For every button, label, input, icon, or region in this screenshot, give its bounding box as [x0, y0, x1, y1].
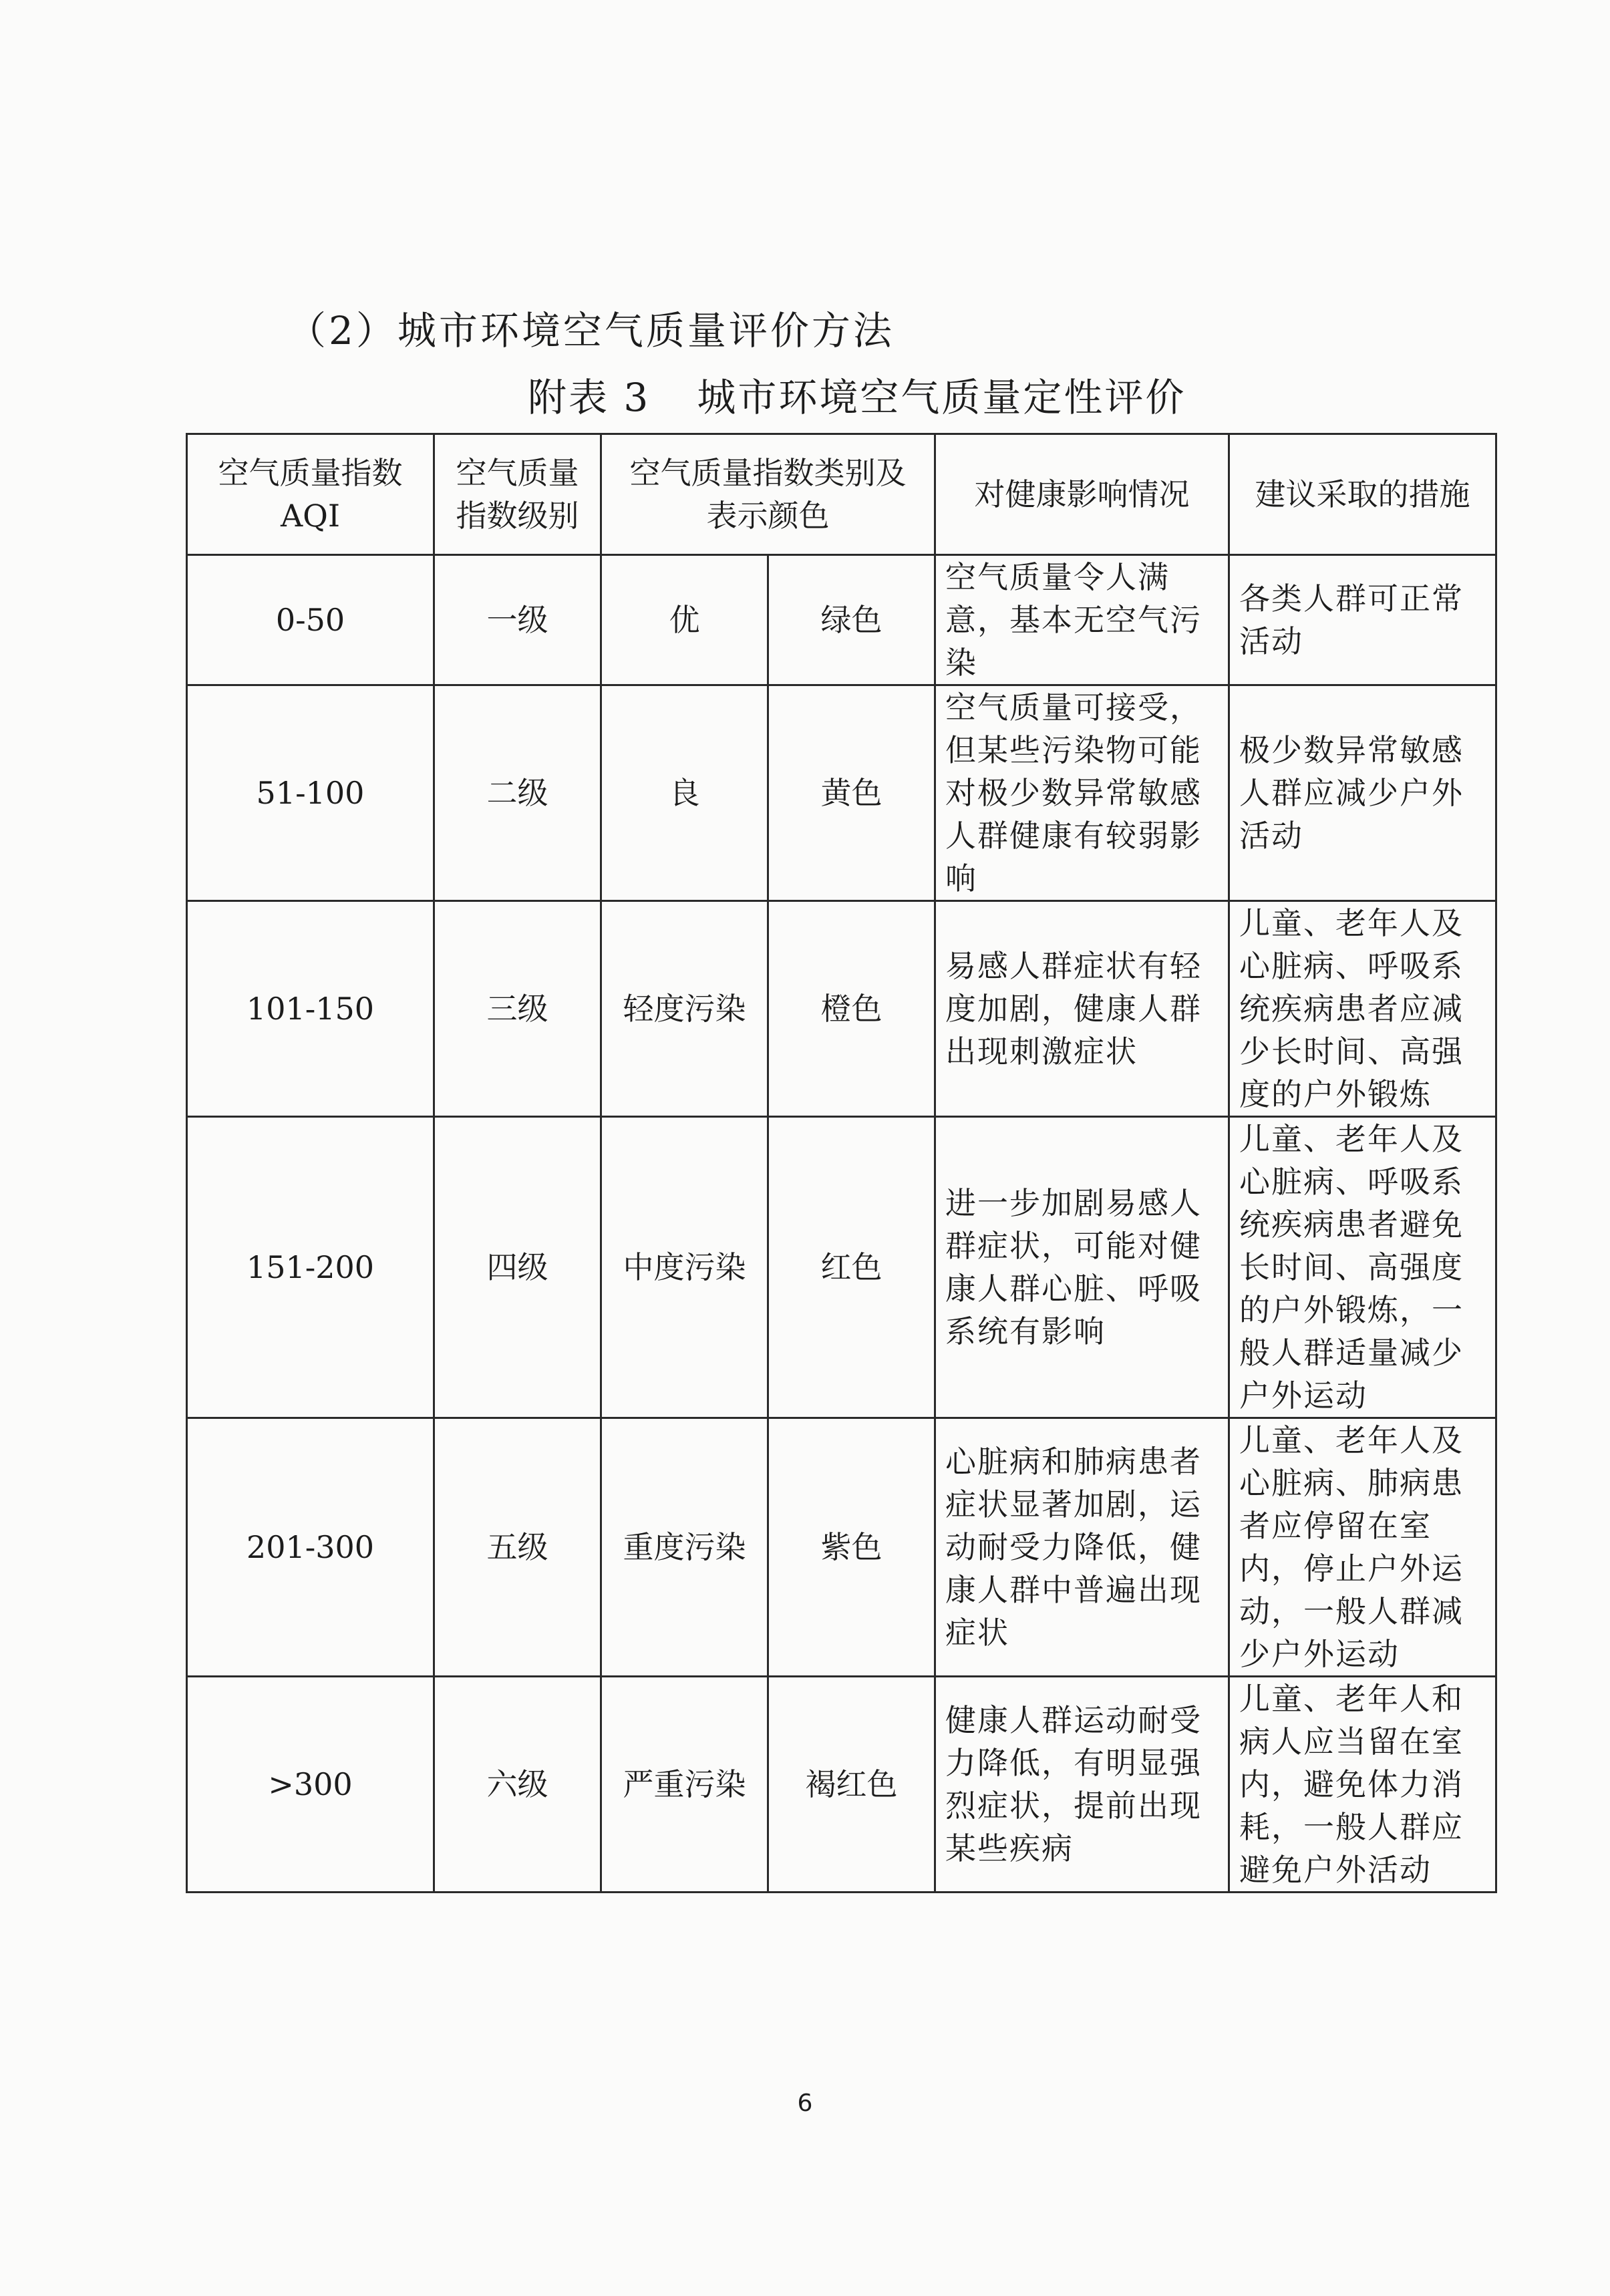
- header-category: [601, 434, 935, 555]
- cell-aqi: 0-50: [187, 555, 434, 685]
- cell-color: 红色: [768, 1117, 935, 1418]
- header-measures: 建议采取的措施: [1229, 434, 1496, 555]
- section-title: （2）城市环境空气质量评价方法: [287, 308, 895, 353]
- header-health: 对健康影响情况: [935, 434, 1229, 555]
- table-row: [187, 555, 1496, 685]
- cell-measures: 儿童、老年人及心脏病、肺病患者应停留在室内，停止户外运动，一般人群减少户外运动: [1229, 1418, 1496, 1677]
- cell-health: 心脏病和肺病患者症状显著加剧，运动耐受力降低，健康人群中普遍出现症状: [935, 1418, 1229, 1677]
- header-aqi-line2: AQI: [280, 498, 341, 534]
- cell-level: 一级: [434, 555, 601, 685]
- cell-category: 重度污染: [601, 1418, 768, 1677]
- table-row: [187, 1418, 1496, 1677]
- cell-color: 橙色: [768, 901, 935, 1117]
- cell-category: 优: [601, 555, 768, 685]
- cell-color: 褐红色: [768, 1677, 935, 1893]
- cell-category: 中度污染: [601, 1117, 768, 1418]
- cell-measures: 儿童、老年人及心脏病、呼吸系统疾病患者应减少长时间、高强度的户外锻炼: [1229, 901, 1496, 1117]
- cell-aqi: 151-200: [187, 1117, 434, 1418]
- cell-level: 五级: [434, 1418, 601, 1677]
- table-row: [187, 685, 1496, 901]
- table-caption-title: 城市环境空气质量定性评价: [697, 375, 1186, 420]
- header-level-line1: 空气质量: [456, 455, 579, 491]
- cell-health: 空气质量可接受，但某些污染物可能对极少数异常敏感人群健康有较弱影响: [935, 685, 1229, 901]
- cell-color: 黄色: [768, 685, 935, 901]
- cell-level: 四级: [434, 1117, 601, 1418]
- cell-aqi: 51-100: [187, 685, 434, 901]
- header-aqi: [187, 434, 434, 555]
- cell-category: 良: [601, 685, 768, 901]
- cell-category: 轻度污染: [601, 901, 768, 1117]
- cell-level: 二级: [434, 685, 601, 901]
- cell-color: 紫色: [768, 1418, 935, 1677]
- table-row: [187, 1677, 1496, 1893]
- cell-category: 严重污染: [601, 1677, 768, 1893]
- cell-health: 空气质量令人满意，基本无空气污染: [935, 555, 1229, 685]
- header-level-line2: 指数级别: [456, 498, 579, 534]
- cell-level: 六级: [434, 1677, 601, 1893]
- table-row: [187, 1117, 1496, 1418]
- cell-color: 绿色: [768, 555, 935, 685]
- cell-measures: 各类人群可正常活动: [1229, 555, 1496, 685]
- table-caption: [528, 366, 1186, 422]
- table-caption-label: 附表 3: [528, 375, 651, 420]
- cell-measures: 极少数异常敏感人群应减少户外活动: [1229, 685, 1496, 901]
- page-number: 6: [797, 2090, 813, 2117]
- cell-level: 三级: [434, 901, 601, 1117]
- cell-health: 健康人群运动耐受力降低，有明显强烈症状，提前出现某些疾病: [935, 1677, 1229, 1893]
- cell-measures: 儿童、老年人和病人应当留在室内，避免体力消耗，一般人群应避免户外活动: [1229, 1677, 1496, 1893]
- table-header-row: [187, 434, 1496, 555]
- header-aqi-line1: 空气质量指数: [218, 455, 403, 491]
- cell-health: 易感人群症状有轻度加剧，健康人群出现刺激症状: [935, 901, 1229, 1117]
- header-category-line2: 表示颜色: [706, 498, 830, 534]
- cell-measures: 儿童、老年人及心脏病、呼吸系统疾病患者避免长时间、高强度的户外锻炼，一般人群适量减少户外运动: [1229, 1117, 1496, 1418]
- header-category-line1: 空气质量指数类别及: [629, 455, 907, 491]
- aqi-evaluation-table: [186, 433, 1497, 1893]
- table-row: [187, 901, 1496, 1117]
- cell-health: 进一步加剧易感人群症状，可能对健康人群心脏、呼吸系统有影响: [935, 1117, 1229, 1418]
- cell-aqi: >300: [187, 1677, 434, 1893]
- header-level: [434, 434, 601, 555]
- cell-aqi: 101-150: [187, 901, 434, 1117]
- cell-aqi: 201-300: [187, 1418, 434, 1677]
